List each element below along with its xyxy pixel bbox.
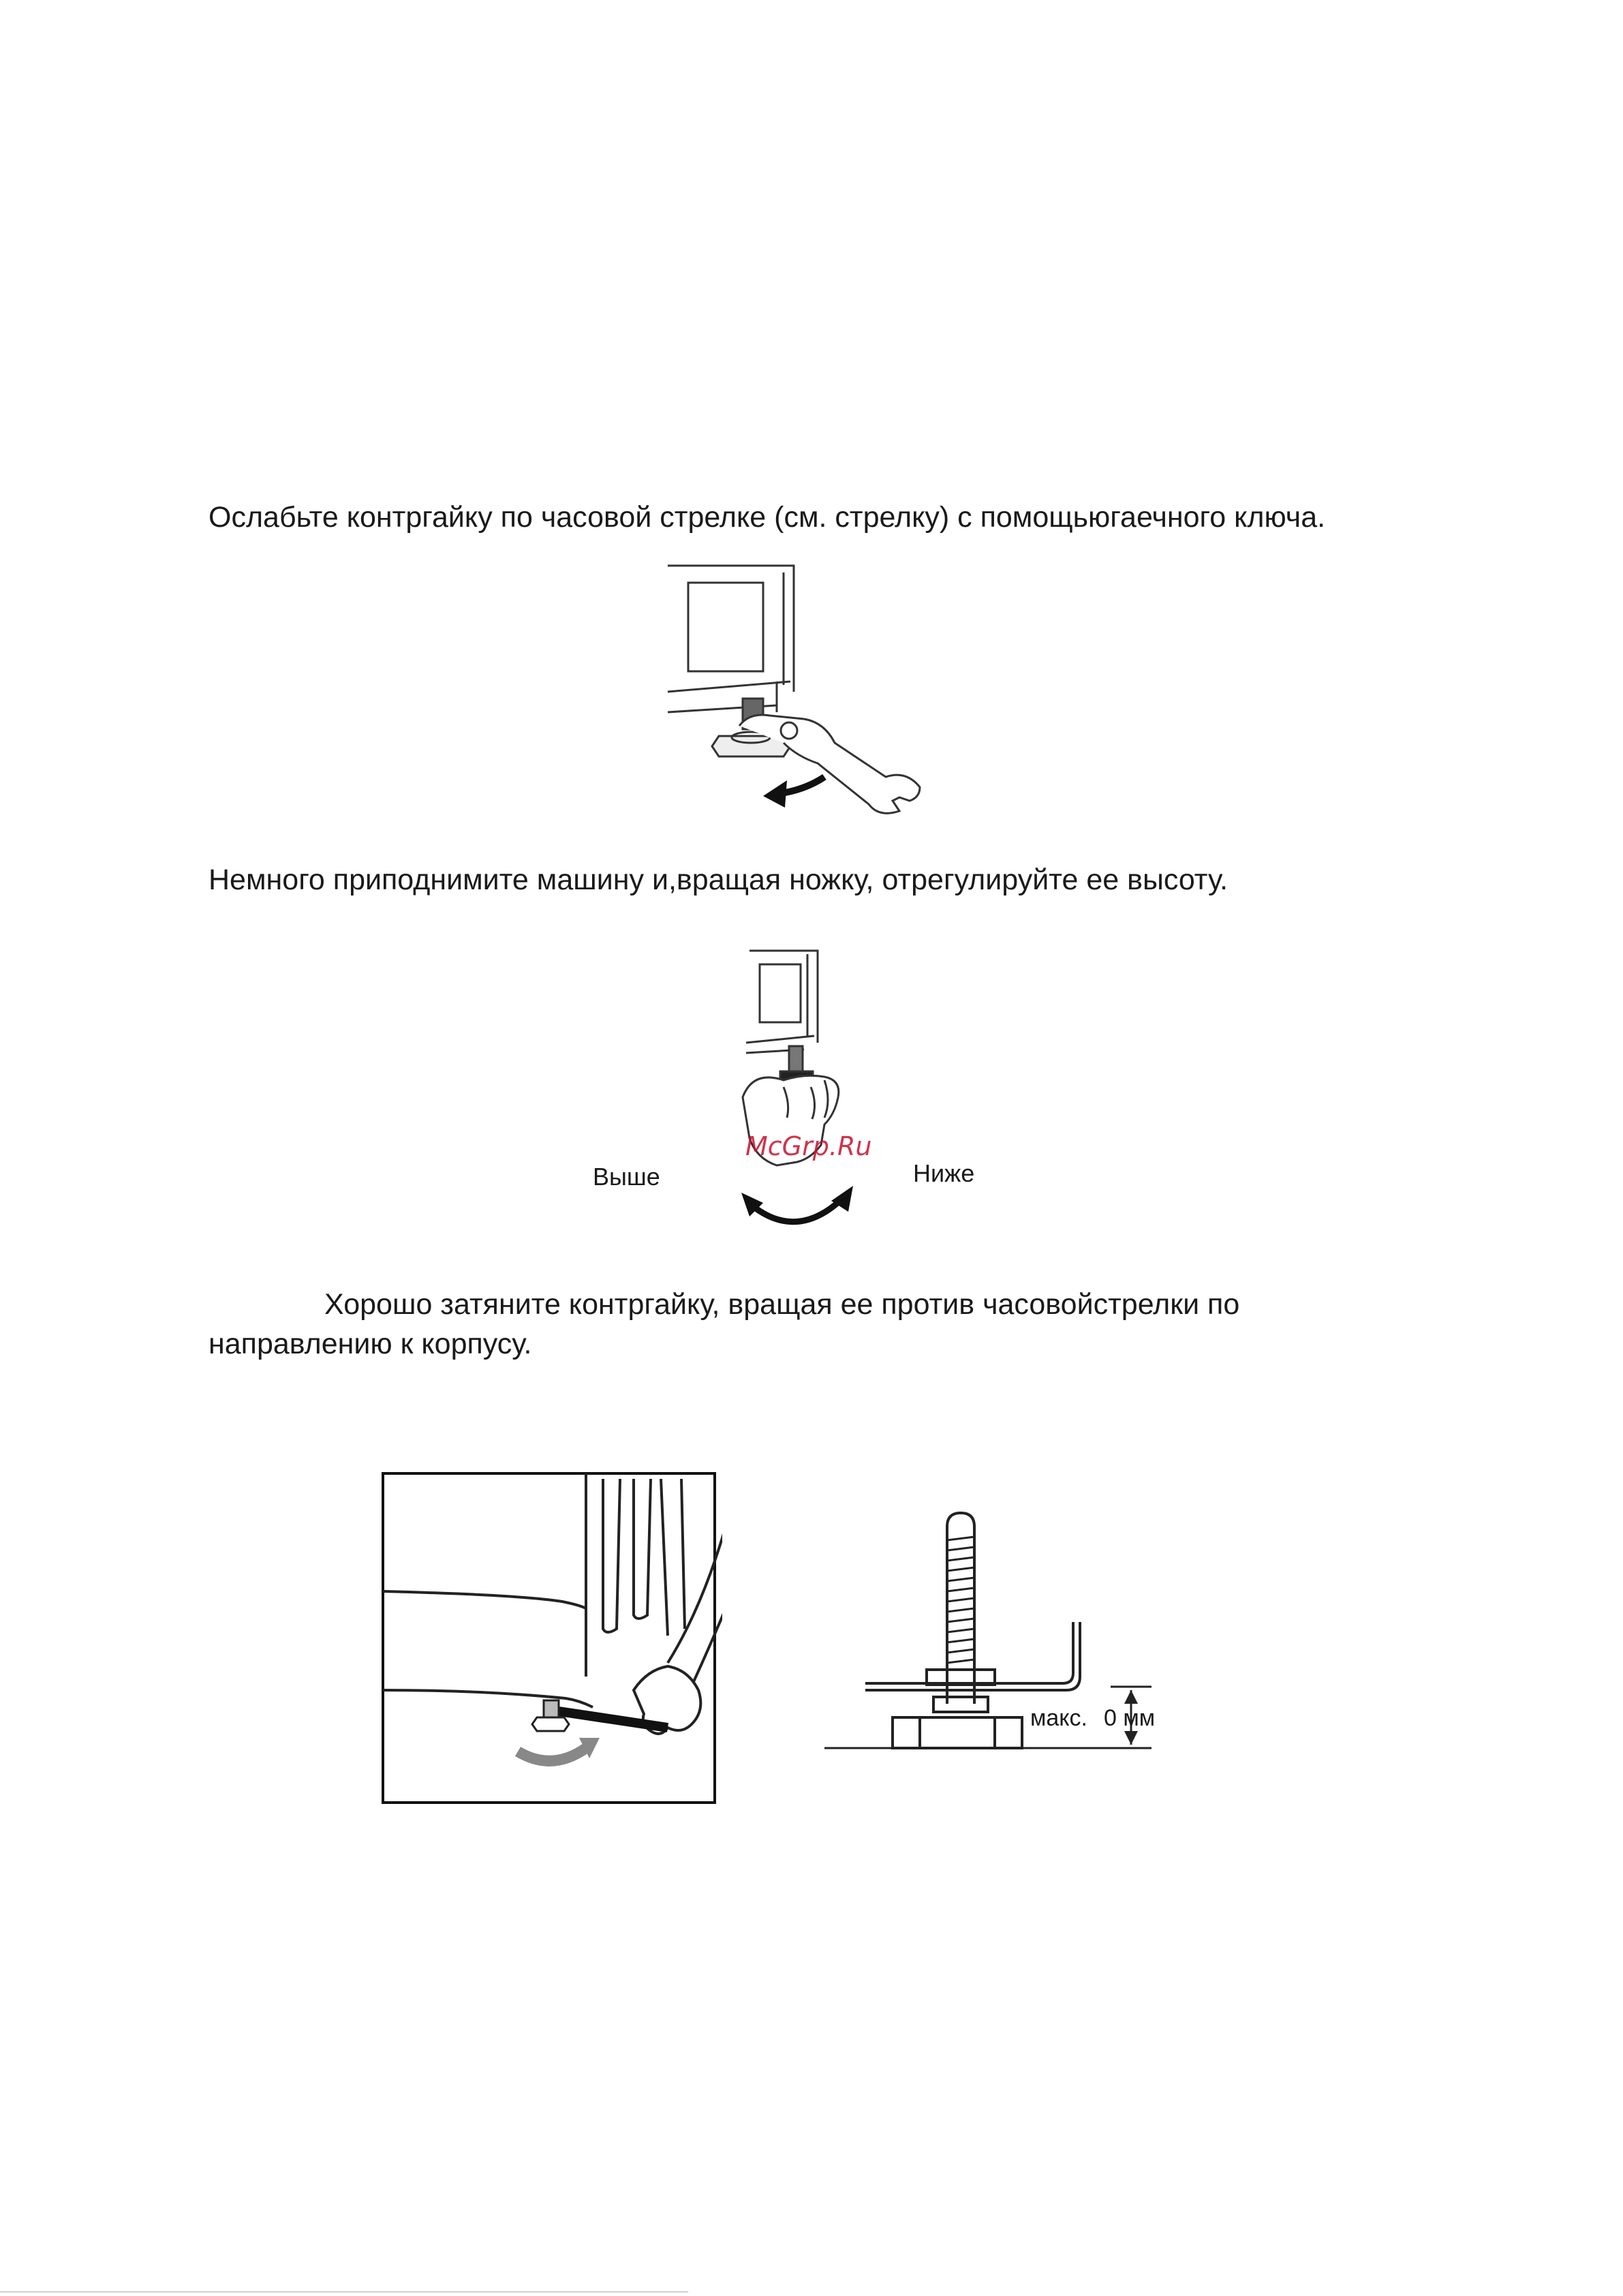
step-1-text: Ослабьте контргайку по часовой стрелке (см. стрелку) с помощьюгаечного ключа. — [208, 501, 1326, 534]
page-bottom-line — [0, 2291, 688, 2293]
hand-adjust-illustration — [722, 940, 927, 1240]
watermark-text: McGrp.Ru — [745, 1131, 872, 1161]
step-3-text — [208, 1285, 1503, 1364]
step-3-line-2: направлению к корпусу. — [208, 1328, 532, 1360]
dim-value: 0 мм — [1104, 1705, 1156, 1731]
wrench-tighten-illustration — [382, 1472, 722, 1806]
step-2-text: Немного приподнимите машину и,вращая ножку, отрегулируйте ее высоту. — [208, 863, 1228, 896]
label-lower: Ниже — [913, 1159, 975, 1187]
foot-dimension-diagram — [824, 1486, 1206, 1758]
dim-prefix: макс. — [1030, 1705, 1087, 1731]
label-higher: Выше — [593, 1163, 660, 1191]
wrench-loosen-illustration — [600, 552, 968, 838]
step-3-line-1: Хорошо затяните контргайку, вращая ее против часовойстрелки по — [324, 1288, 1240, 1321]
